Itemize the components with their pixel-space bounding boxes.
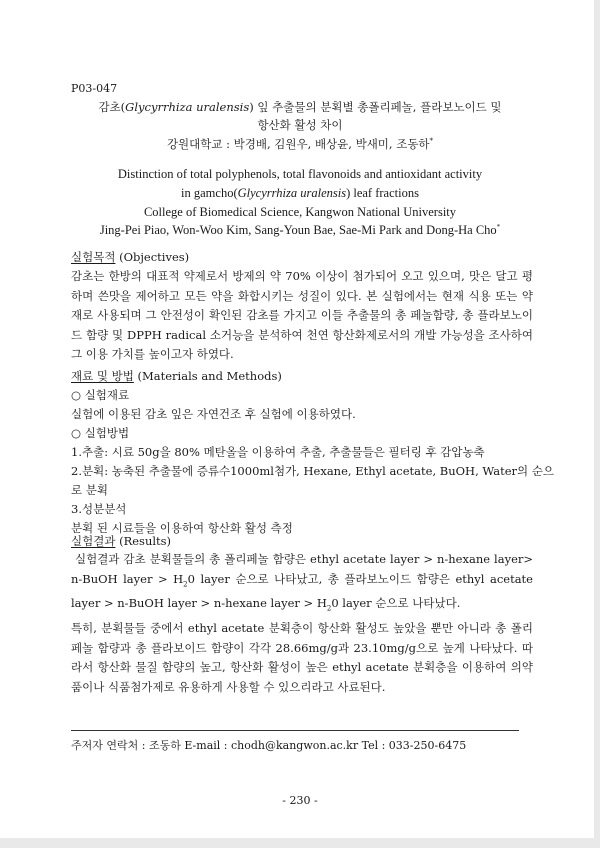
results-text: 실험결과 감초 분획물들의 총 폴리페놀 함량은 ethyl acetate layer > n-hexane layer> n-BuOH layer > $H_20$ layer 순으로 나타났고, 총 플라보노이드 함량은 ethyl acetate layer > n-BuOH layer > n-hexane layer > $H_20$ layer 순으로 나타났다. 특히, 분획물들 중에서 ethyl acetate 분획층이 항산화 활성도 높았을 뿐만 아니라 총 폴리페놀 함량과 총 플라보이드 함량이 각각 28.66mg/g과 23.10mg/g으로 높게 나타났다. 따라서 항산화 물질 함량의 높고, 항산화 활성이 높은 ethyl acetate 분획층을 이용하여 의약품이나 식품첨가제로 유용하게 사용할 수 있으리라고 사료된다. xyxy=(71,552,534,694)
method-step-fractionation-cont: 로 분획 xyxy=(71,483,108,497)
title-english-line2: in gamcho(Glycyrrhiza uralensis) leaf fractions xyxy=(181,186,419,200)
authors-english: Jing-Pei Piao, Won-Woo Kim, Sang-Youn Bae, Sae-Mi Park and Dong-Ha Cho* xyxy=(99,223,501,238)
method-step-fractionation: 2.분획: 농축된 추출물에 증류수1000ml첨가, Hexane, Ethyl acetate, BuOH, Water의 순으 xyxy=(71,464,554,478)
paper-code: P03-047 xyxy=(71,82,118,95)
authors-korean: 강원대학교 : 박경배, 김원우, 배상윤, 박새미, 조동하* xyxy=(166,137,434,151)
title-english-line1: Distinction of total polyphenols, total flavonoids and antioxidant activity xyxy=(117,167,483,181)
affiliation-english: College of Biomedical Science, Kangwon National University xyxy=(143,205,457,219)
results-heading: 실험결과 (Results) xyxy=(71,534,172,548)
material-text: 실험에 이용된 감초 잎은 자연건조 후 실험에 이용하였다. xyxy=(71,407,356,421)
objectives-heading: 실험목적 (Objectives) xyxy=(71,250,190,264)
method-step-analysis: 3.성분분석 xyxy=(71,502,127,516)
methods-heading: 재료 및 방법 (Materials and Methods) xyxy=(71,369,282,383)
objectives-text: 감초는 한방의 대표적 약제로서 방제의 약 70% 이상이 첨가되어 오고 있으며, 맛은 달고 평하며 쓴맛을 제어하고 모든 약을 화합시키는 성질이 있다. 본 실험에서는 현재 식용 또는 약재로 사용되며 그 안전성이 확인된 감초를 가지고 이들 추출물의 총 페놀함량, 총 플라보노이드 함량 및 DPPH radical 소거능을 분석하여 천연 항산화제로서의 개발 가능성을 조사하여 그 이용 가치를 높이고자 하였다. xyxy=(71,269,533,361)
method-step-extraction: 1.추출: 시료 50g을 80% 메탄올을 이용하여 추출, 추출물들은 필터링 후 감압농축 xyxy=(71,445,485,459)
footnote-divider xyxy=(71,730,519,731)
scan-edge-bottom xyxy=(0,838,600,848)
method-subheading: ○ 실험방법 xyxy=(71,426,130,440)
method-step-analysis-text: 분획 된 시료들을 이용하여 항산화 활성 측정 xyxy=(71,521,293,535)
material-subheading: ○ 실험재료 xyxy=(71,388,130,402)
corresponding-author-contact: 주저자 연락처 : 조동하 E-mail : chodh@kangwon.ac.kr Tel : 033-250-6475 xyxy=(71,739,467,752)
title-korean-line1: 감초(Glycyrrhiza uralensis) 잎 추출물의 분획별 총폴리페놀, 플라보노이드 및 xyxy=(98,100,502,114)
page-number: - 230 - xyxy=(282,794,318,807)
title-korean-line2: 항산화 활성 차이 xyxy=(257,118,343,132)
